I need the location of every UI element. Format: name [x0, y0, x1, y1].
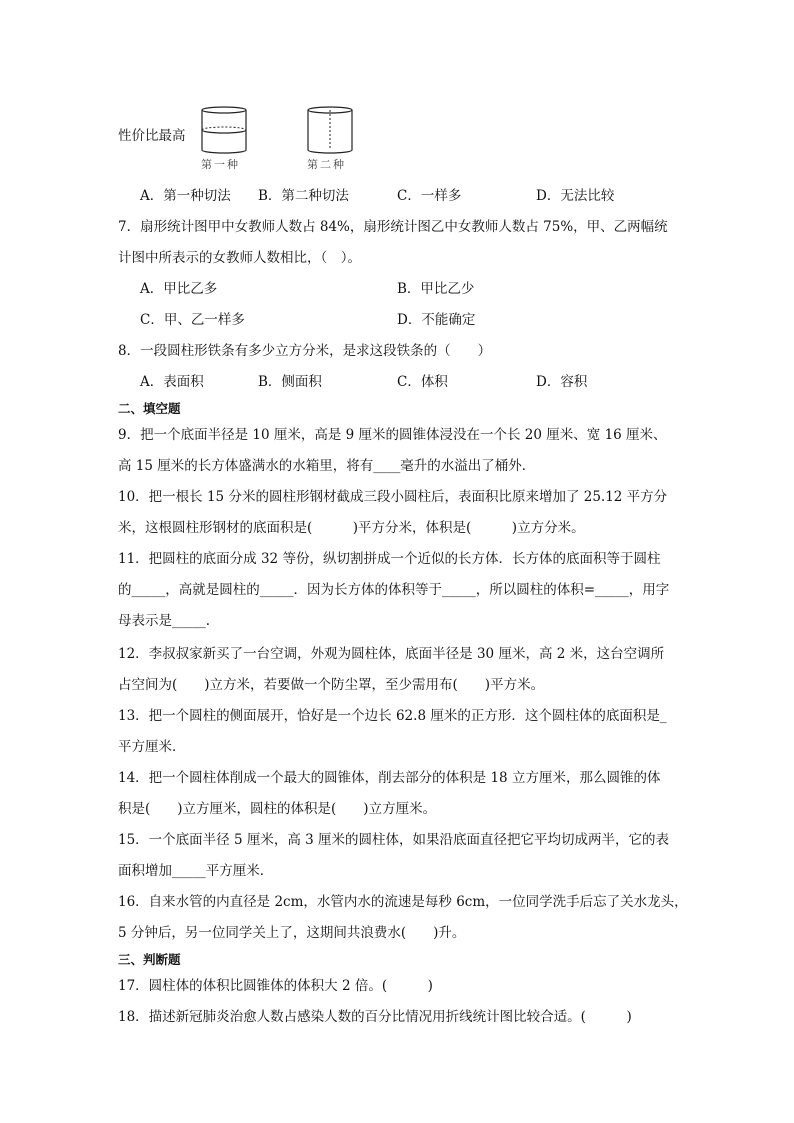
q6-option-b: B．第二种切法	[258, 188, 349, 204]
q16-line-2: 5 分钟后，另一位同学关上了，这期间共浪费水( )升。	[118, 925, 466, 941]
q7-line-1: 7．扇形统计图甲中女教师人数占 84%，扇形统计图乙中女教师人数占 75%，甲、乙两幅统	[118, 219, 668, 235]
q7-option-c: C．甲、乙一样多	[140, 312, 245, 328]
q12-line-1: 12．李叔叔家新买了一台空调，外观为圆柱体，底面半径是 30 厘米，高 2 米，这台空调所	[118, 646, 665, 662]
cylinder-figure-first-cut	[198, 104, 250, 156]
q6-option-a: A．第一种切法	[140, 188, 231, 204]
q18-line-1: 18．描述新冠肺炎治愈人数占感染人数的百分比情况用折线统计图比较合适。( )	[118, 1009, 632, 1025]
q7-option-a: A．甲比乙多	[140, 281, 218, 297]
q6-option-d: D．无法比较	[536, 188, 615, 204]
q7-option-d: D．不能确定	[397, 312, 476, 328]
q12-line-2: 占空间为( )立方米，若要做一个防尘罩，至少需用布( )平方米。	[118, 677, 545, 693]
q6-lead-text: 性价比最高	[118, 128, 186, 144]
q11-line-3: 母表示是_____.	[118, 613, 211, 629]
cylinder-figure-second-cut	[304, 104, 356, 156]
section-heading-fill-in: 二、填空题	[118, 401, 181, 416]
q8-line-1: 8．一段圆柱形铁条有多少立方分米，是求这段铁条的（ ）	[118, 343, 492, 359]
section-heading-true-false: 三、判断题	[118, 952, 181, 967]
q8-option-d: D．容积	[536, 374, 588, 390]
q6-option-c: C．一样多	[397, 188, 462, 204]
q8-option-c: C．体积	[397, 374, 448, 390]
q7-option-b: B．甲比乙少	[397, 281, 475, 297]
q9-line-1: 9．把一个底面半径是 10 厘米，高是 9 厘米的圆锥体浸没在一个长 20 厘米、宽 16 厘米、	[118, 427, 667, 443]
q15-line-2: 面积增加_____平方厘米．	[118, 863, 274, 879]
q10-line-1: 10．把一根长 15 分米的圆柱形钢材截成三段小圆柱后，表面积比原来增加了 25.12 平方分	[118, 489, 668, 505]
q11-line-2: 的_____，高就是圆柱的_____．因为长方体的体积等于_____，所以圆柱的体积=_____，用字	[118, 582, 670, 598]
q9-line-2: 高 15 厘米的长方体盛满水的水箱里，将有____毫升的水溢出了桶外．	[118, 458, 536, 474]
q11-line-1: 11．把圆柱的底面分成 32 等份，纵切割拼成一个近似的长方体．长方体的底面积等于圆柱	[118, 551, 661, 567]
figure-caption-first: 第一种	[201, 158, 240, 171]
q13-line-1: 13．把一个圆柱的侧面展开，恰好是一个边长 62.8 厘米的正方形．这个圆柱体的底面积是_	[118, 708, 667, 724]
q13-line-2: 平方厘米．	[118, 739, 186, 755]
q7-line-2: 计图中所表示的女教师人数相比，（ ）。	[118, 250, 361, 266]
q10-line-2: 米，这根圆柱形钢材的底面积是( )平方分米，体积是( )立方分米。	[118, 520, 585, 536]
figure-caption-second: 第二种	[307, 158, 346, 171]
q17-line-1: 17．圆柱体的体积比圆锥体的体积大 2 倍。( )	[118, 978, 433, 994]
q15-line-1: 15．一个底面半径 5 厘米，高 3 厘米的圆柱体，如果沿底面直径把它平均切成两半，它的表	[118, 832, 670, 848]
q14-line-1: 14．把一个圆柱体削成一个最大的圆锥体，削去部分的体积是 18 立方厘米，那么圆锥的体	[118, 770, 661, 786]
q16-line-1: 16．自来水管的内直径是 2cm，水管内水的流速是每秒 6cm，一位同学洗手后忘了关水龙头，	[118, 894, 688, 910]
q8-option-a: A．表面积	[140, 374, 204, 390]
q14-line-2: 积是( )立方厘米，圆柱的体积是( )立方厘米。	[118, 801, 437, 817]
q8-option-b: B．侧面积	[258, 374, 322, 390]
